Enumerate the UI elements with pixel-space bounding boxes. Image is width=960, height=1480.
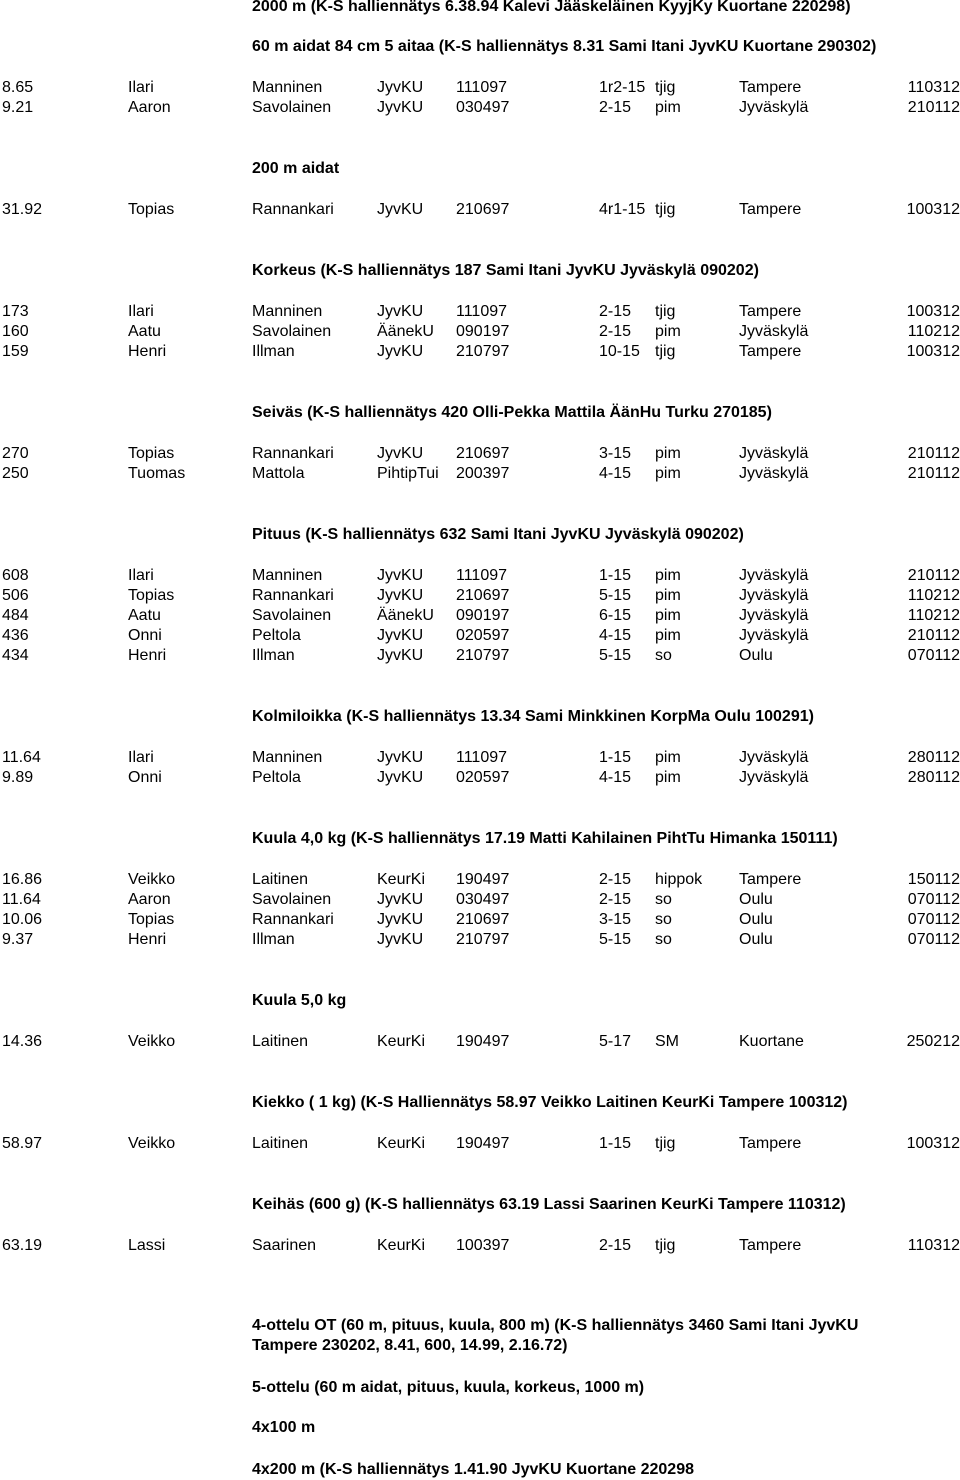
result-row — [0, 586, 960, 606]
result-row — [0, 606, 960, 626]
place-cell: Jyväskylä — [739, 587, 809, 604]
club-cell: KeurKi — [377, 1237, 426, 1254]
place-cell: Tampere — [739, 1237, 802, 1254]
competition-cell: pim — [655, 567, 681, 584]
place-cell: Jyväskylä — [739, 749, 809, 766]
series-cell: 3-15 — [599, 445, 632, 462]
first-name-cell: Henri — [128, 343, 167, 360]
competition-cell: so — [655, 911, 672, 928]
club-cell: JyvKU — [377, 99, 424, 116]
last-name-cell: Savolainen — [252, 99, 332, 116]
last-name-cell: Illman — [252, 931, 295, 948]
club-cell: JyvKU — [377, 303, 424, 320]
date-cell: 210112 — [907, 627, 960, 644]
birth-date-cell: 210797 — [456, 647, 510, 664]
result-row — [0, 890, 960, 910]
club-cell: PihtipTui — [377, 465, 439, 482]
series-cell: 4-15 — [599, 769, 632, 786]
club-cell: JyvKU — [377, 343, 424, 360]
first-name-cell: Ilari — [128, 749, 154, 766]
result-row — [0, 98, 960, 118]
place-cell: Jyväskylä — [739, 99, 809, 116]
result-cell: 436 — [2, 627, 29, 644]
date-cell: 280112 — [907, 749, 960, 766]
series-cell: 2-15 — [599, 303, 632, 320]
date-cell: 100312 — [906, 303, 960, 320]
event-heading: Pituus (K-S halliennätys 632 Sami Itani JyvKU Jyväskylä 090202) — [252, 526, 744, 543]
competition-cell: pim — [655, 445, 681, 462]
event-heading: 60 m aidat 84 cm 5 aitaa (K-S halliennätys 8.31 Sami Itani JyvKU Kuortane 290302) — [252, 38, 877, 55]
result-row — [0, 910, 960, 930]
last-name-cell: Saarinen — [252, 1237, 317, 1254]
first-name-cell: Tuomas — [128, 465, 186, 482]
birth-date-cell: 111097 — [456, 79, 508, 96]
first-name-cell: Aaron — [128, 891, 171, 908]
result-row — [0, 342, 960, 362]
club-cell: JyvKU — [377, 911, 424, 928]
last-name-cell: Illman — [252, 343, 295, 360]
club-cell: ÄänekU — [377, 607, 434, 624]
result-cell: 11.64 — [2, 891, 41, 908]
event-heading: 5-ottelu (60 m aidat, pituus, kuula, korkeus, 1000 m) — [252, 1379, 645, 1396]
place-cell: Oulu — [739, 911, 773, 928]
series-cell: 5-15 — [599, 647, 632, 664]
last-name-cell: Manninen — [252, 567, 323, 584]
birth-date-cell: 020597 — [456, 627, 510, 644]
club-cell: JyvKU — [377, 567, 424, 584]
competition-cell: hippok — [655, 871, 703, 888]
birth-date-cell: 210697 — [456, 587, 510, 604]
result-row — [0, 302, 960, 322]
birth-date-cell: 030497 — [456, 891, 510, 908]
series-cell: 2-15 — [599, 99, 632, 116]
date-cell: 150112 — [907, 871, 960, 888]
result-row — [0, 626, 960, 646]
series-cell: 3-15 — [599, 911, 632, 928]
last-name-cell: Rannankari — [252, 201, 334, 218]
result-row — [0, 646, 960, 666]
result-row — [0, 200, 960, 220]
competition-cell: pim — [655, 465, 681, 482]
competition-cell: tjig — [655, 1135, 676, 1152]
first-name-cell: Topias — [128, 911, 175, 928]
place-cell: Jyväskylä — [739, 445, 809, 462]
club-cell: KeurKi — [377, 1135, 426, 1152]
series-cell: 6-15 — [599, 607, 632, 624]
competition-cell: tjig — [655, 201, 676, 218]
series-cell: 5-17 — [599, 1033, 632, 1050]
place-cell: Kuortane — [739, 1033, 804, 1050]
first-name-cell: Aaron — [128, 99, 171, 116]
competition-cell: so — [655, 647, 672, 664]
event-heading: Korkeus (K-S halliennätys 187 Sami Itani JyvKU Jyväskylä 090202) — [252, 262, 759, 279]
series-cell: 5-15 — [599, 931, 632, 948]
date-cell: 210112 — [907, 567, 960, 584]
competition-cell: tjig — [655, 343, 676, 360]
place-cell: Tampere — [739, 1135, 802, 1152]
event-heading: Kuula 4,0 kg (K-S halliennätys 17.19 Matti Kahilainen PihtTu Himanka 150111) — [252, 830, 838, 847]
first-name-cell: Lassi — [128, 1237, 166, 1254]
first-name-cell: Veikko — [128, 1033, 176, 1050]
first-name-cell: Topias — [128, 587, 175, 604]
date-cell: 100312 — [906, 343, 960, 360]
series-cell: 2-15 — [599, 891, 632, 908]
event-heading: 4x200 m (K-S halliennätys 1.41.90 JyvKU Kuortane 220298 — [252, 1461, 694, 1478]
birth-date-cell: 190497 — [456, 1033, 510, 1050]
last-name-cell: Savolainen — [252, 607, 332, 624]
last-name-cell: Savolainen — [252, 323, 332, 340]
birth-date-cell: 210697 — [456, 911, 510, 928]
first-name-cell: Onni — [128, 627, 162, 644]
place-cell: Tampere — [739, 343, 802, 360]
place-cell: Jyväskylä — [739, 323, 809, 340]
event-heading: 4x100 m — [252, 1419, 316, 1436]
date-cell: 210112 — [907, 465, 960, 482]
date-cell: 070112 — [907, 891, 960, 908]
birth-date-cell: 210797 — [456, 931, 510, 948]
result-cell: 173 — [2, 303, 29, 320]
result-cell: 250 — [2, 465, 29, 482]
series-cell: 1r2-15 — [599, 79, 646, 96]
competition-cell: pim — [655, 99, 681, 116]
first-name-cell: Veikko — [128, 1135, 176, 1152]
date-cell: 110312 — [907, 79, 960, 96]
result-cell: 8.65 — [2, 79, 34, 96]
place-cell: Tampere — [739, 79, 802, 96]
place-cell: Oulu — [739, 647, 773, 664]
result-cell: 9.89 — [2, 769, 34, 786]
birth-date-cell: 100397 — [456, 1237, 510, 1254]
first-name-cell: Henri — [128, 647, 167, 664]
date-cell: 210112 — [907, 445, 960, 462]
birth-date-cell: 190497 — [456, 1135, 510, 1152]
first-name-cell: Aatu — [128, 607, 161, 624]
result-row — [0, 1032, 960, 1052]
first-name-cell: Onni — [128, 769, 162, 786]
first-name-cell: Topias — [128, 445, 175, 462]
series-cell: 1-15 — [599, 749, 632, 766]
competition-cell: so — [655, 891, 672, 908]
result-row — [0, 566, 960, 586]
series-cell: 1-15 — [599, 567, 632, 584]
event-heading: 4-ottelu OT (60 m, pituus, kuula, 800 m) (K-S halliennätys 3460 Sami Itani JyvKU — [252, 1317, 859, 1334]
result-row — [0, 1134, 960, 1154]
event-heading: Tampere 230202, 8.41, 600, 14.99, 2.16.72) — [252, 1337, 568, 1354]
club-cell: KeurKi — [377, 871, 426, 888]
date-cell: 100312 — [906, 1135, 960, 1152]
last-name-cell: Illman — [252, 647, 295, 664]
place-cell: Tampere — [739, 201, 802, 218]
result-row — [0, 870, 960, 890]
first-name-cell: Henri — [128, 931, 167, 948]
date-cell: 110312 — [907, 1237, 960, 1254]
date-cell: 110212 — [907, 607, 960, 624]
result-cell: 484 — [2, 607, 29, 624]
event-heading: Kolmiloikka (K-S halliennätys 13.34 Sami Minkkinen KorpMa Oulu 100291) — [252, 708, 814, 725]
result-cell: 14.36 — [2, 1033, 43, 1050]
date-cell: 250212 — [906, 1033, 960, 1050]
club-cell: ÄänekU — [377, 323, 434, 340]
competition-cell: pim — [655, 607, 681, 624]
club-cell: JyvKU — [377, 201, 424, 218]
result-row — [0, 78, 960, 98]
last-name-cell: Laitinen — [252, 871, 309, 888]
place-cell: Oulu — [739, 891, 773, 908]
place-cell: Jyväskylä — [739, 607, 809, 624]
last-name-cell: Laitinen — [252, 1033, 309, 1050]
place-cell: Jyväskylä — [739, 627, 809, 644]
date-cell: 070112 — [907, 931, 960, 948]
event-heading: Seiväs (K-S halliennätys 420 Olli-Pekka Mattila ÄänHu Turku 270185) — [252, 404, 772, 421]
result-row — [0, 444, 960, 464]
first-name-cell: Topias — [128, 201, 175, 218]
club-cell: JyvKU — [377, 931, 424, 948]
club-cell: JyvKU — [377, 445, 424, 462]
date-cell: 110212 — [907, 587, 960, 604]
birth-date-cell: 111097 — [456, 303, 508, 320]
club-cell: JyvKU — [377, 749, 424, 766]
competition-cell: so — [655, 931, 672, 948]
birth-date-cell: 210697 — [456, 201, 510, 218]
club-cell: JyvKU — [377, 891, 424, 908]
birth-date-cell: 190497 — [456, 871, 510, 888]
first-name-cell: Ilari — [128, 79, 154, 96]
place-cell: Jyväskylä — [739, 567, 809, 584]
result-row — [0, 322, 960, 342]
series-cell: 4-15 — [599, 465, 632, 482]
event-heading: 200 m aidat — [252, 160, 340, 177]
series-cell: 5-15 — [599, 587, 632, 604]
result-cell: 11.64 — [2, 749, 41, 766]
birth-date-cell: 210697 — [456, 445, 510, 462]
series-cell: 4-15 — [599, 627, 632, 644]
last-name-cell: Mattola — [252, 465, 305, 482]
competition-cell: pim — [655, 749, 681, 766]
series-cell: 4r1-15 — [599, 201, 646, 218]
first-name-cell: Aatu — [128, 323, 161, 340]
result-row — [0, 464, 960, 484]
club-cell: KeurKi — [377, 1033, 426, 1050]
club-cell: JyvKU — [377, 627, 424, 644]
last-name-cell: Rannankari — [252, 445, 334, 462]
event-heading: Kuula 5,0 kg — [252, 992, 347, 1009]
event-heading: 2000 m (K-S halliennätys 6.38.94 Kalevi Jääskeläinen KyyjKy Kuortane 220298) — [252, 0, 851, 15]
last-name-cell: Manninen — [252, 79, 323, 96]
birth-date-cell: 111097 — [456, 567, 508, 584]
competition-cell: pim — [655, 769, 681, 786]
first-name-cell: Ilari — [128, 303, 154, 320]
result-cell: 9.37 — [2, 931, 34, 948]
place-cell: Jyväskylä — [739, 769, 809, 786]
first-name-cell: Veikko — [128, 871, 176, 888]
competition-cell: pim — [655, 587, 681, 604]
result-cell: 434 — [2, 647, 29, 664]
club-cell: JyvKU — [377, 647, 424, 664]
result-cell: 58.97 — [2, 1135, 43, 1152]
series-cell: 1-15 — [599, 1135, 632, 1152]
date-cell: 070112 — [907, 647, 960, 664]
date-cell: 100312 — [906, 201, 960, 218]
date-cell: 110212 — [907, 323, 960, 340]
date-cell: 070112 — [907, 911, 960, 928]
result-cell: 608 — [2, 567, 29, 584]
result-cell: 159 — [2, 343, 29, 360]
place-cell: Tampere — [739, 303, 802, 320]
event-heading: Keihäs (600 g) (K-S halliennätys 63.19 Lassi Saarinen KeurKi Tampere 110312) — [252, 1196, 846, 1213]
result-cell: 10.06 — [2, 911, 43, 928]
last-name-cell: Peltola — [252, 769, 301, 786]
place-cell: Oulu — [739, 931, 773, 948]
result-cell: 31.92 — [2, 201, 43, 218]
result-row — [0, 748, 960, 768]
series-cell: 2-15 — [599, 323, 632, 340]
result-row — [0, 1236, 960, 1256]
result-cell: 16.86 — [2, 871, 43, 888]
last-name-cell: Savolainen — [252, 891, 332, 908]
competition-cell: tjig — [655, 1237, 676, 1254]
series-cell: 10-15 — [599, 343, 640, 360]
event-heading: Kiekko ( 1 kg) (K-S Halliennätys 58.97 Veikko Laitinen KeurKi Tampere 100312) — [252, 1094, 848, 1111]
competition-cell: SM — [655, 1033, 679, 1050]
birth-date-cell: 210797 — [456, 343, 510, 360]
birth-date-cell: 030497 — [456, 99, 510, 116]
result-row — [0, 930, 960, 950]
place-cell: Jyväskylä — [739, 465, 809, 482]
last-name-cell: Laitinen — [252, 1135, 309, 1152]
first-name-cell: Ilari — [128, 567, 154, 584]
birth-date-cell: 090197 — [456, 323, 510, 340]
club-cell: JyvKU — [377, 769, 424, 786]
result-row — [0, 768, 960, 788]
birth-date-cell: 090197 — [456, 607, 510, 624]
birth-date-cell: 111097 — [456, 749, 508, 766]
competition-cell: pim — [655, 627, 681, 644]
last-name-cell: Peltola — [252, 627, 301, 644]
last-name-cell: Manninen — [252, 749, 323, 766]
place-cell: Tampere — [739, 871, 802, 888]
birth-date-cell: 020597 — [456, 769, 510, 786]
result-cell: 63.19 — [2, 1237, 43, 1254]
last-name-cell: Rannankari — [252, 587, 334, 604]
club-cell: JyvKU — [377, 587, 424, 604]
result-cell: 270 — [2, 445, 29, 462]
competition-cell: pim — [655, 323, 681, 340]
competition-cell: tjig — [655, 303, 676, 320]
last-name-cell: Rannankari — [252, 911, 334, 928]
birth-date-cell: 200397 — [456, 465, 510, 482]
competition-cell: tjig — [655, 79, 676, 96]
series-cell: 2-15 — [599, 1237, 632, 1254]
series-cell: 2-15 — [599, 871, 632, 888]
result-cell: 9.21 — [2, 99, 34, 116]
last-name-cell: Manninen — [252, 303, 323, 320]
date-cell: 280112 — [907, 769, 960, 786]
date-cell: 210112 — [907, 99, 960, 116]
result-cell: 160 — [2, 323, 29, 340]
result-cell: 506 — [2, 587, 29, 604]
club-cell: JyvKU — [377, 79, 424, 96]
